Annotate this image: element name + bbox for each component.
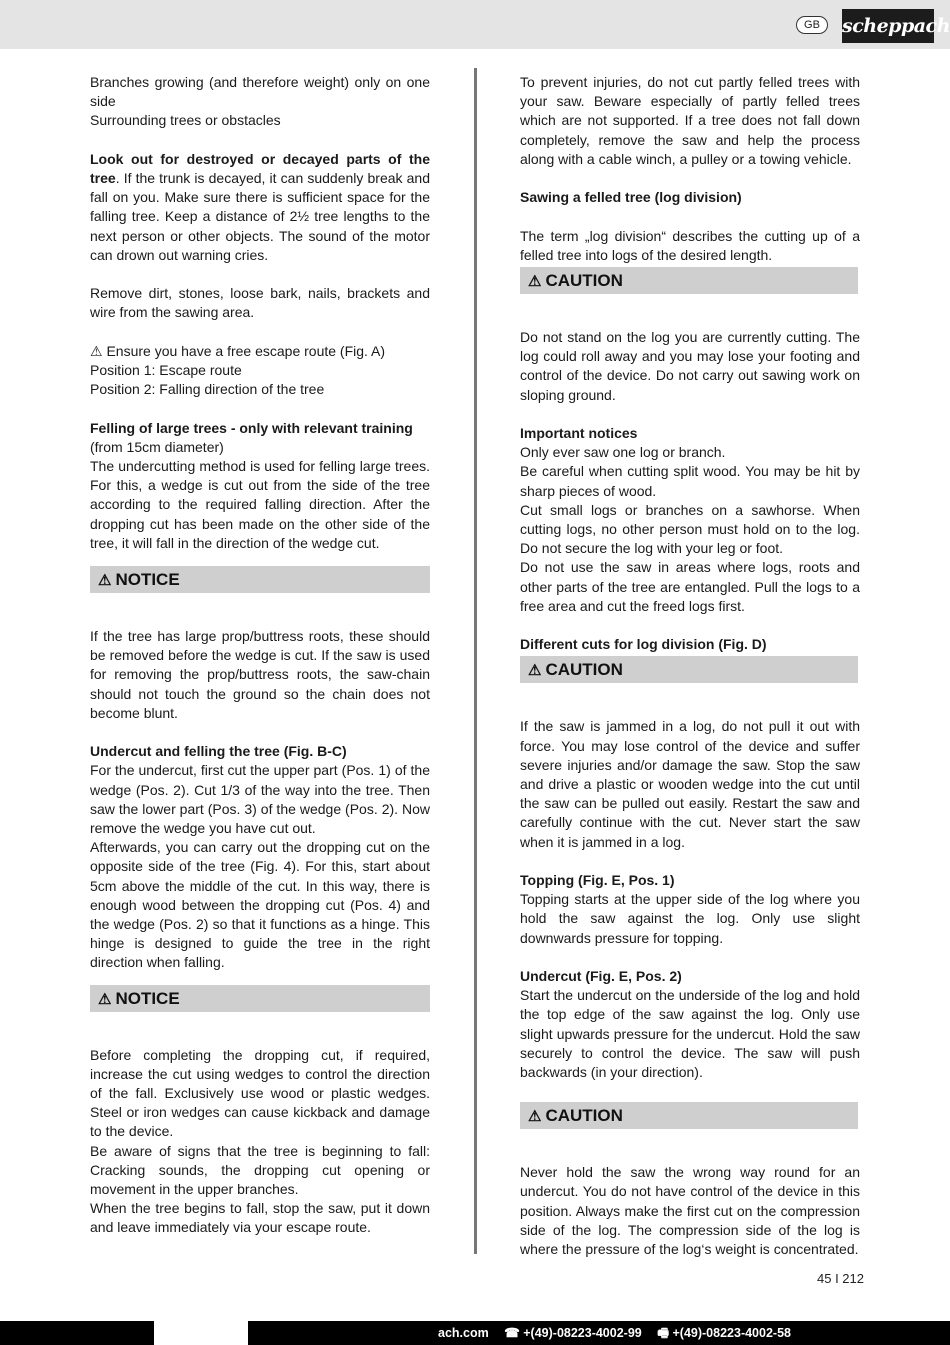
warning-icon: ⚠	[528, 1108, 542, 1126]
left-column	[90, 73, 430, 1238]
brand-logo: scheppach	[842, 9, 934, 43]
warning-icon: ⚠	[528, 662, 542, 680]
paragraph: Before completing the dropping cut, if required, increase the cut using wedges to control the direction of the fall. Exclusively use wood or plastic wedges. Steel or iron wedges can cause kickback and damage to the device.	[90, 1046, 430, 1140]
right-column	[520, 73, 860, 1259]
paragraph: To prevent injuries, do not cut partly felled trees with your saw. Beware especially of partly felled trees which are not supported. If a tree does not fall down completely, remove the saw and help the process along with a cable winch, a pulley or a towing vehicle.	[520, 74, 860, 167]
paragraph: (from 15cm diameter)	[90, 438, 224, 455]
column-divider	[474, 68, 477, 1254]
caution-box	[520, 656, 858, 683]
escape-route-note: ⚠ Ensure you have a free escape route (Fig. A)	[90, 342, 386, 359]
paragraph: Surrounding trees or obstacles	[90, 112, 281, 129]
section-heading: Topping (Fig. E, Pos. 1)	[520, 872, 675, 889]
page-header	[0, 0, 950, 49]
footer-fax: 🖷 +(49)-08223-4002-58	[657, 1326, 791, 1340]
language-badge: GB	[796, 16, 828, 34]
paragraph: If the tree has large prop/buttress roots, these should be removed before the wedge is cut. If the saw is used for removing the prop/buttress roots, the saw-chain should not touch the ground so the chain does not become blunt.	[90, 628, 430, 721]
footer-contact	[438, 1321, 803, 1345]
caution-box	[520, 1102, 858, 1129]
footer-phone: ☎ +(49)-08223-4002-99	[504, 1326, 642, 1340]
footer-website-link[interactable]: ach.com	[438, 1326, 489, 1340]
paragraph: Afterwards, you can carry out the dropping cut on the opposite side of the tree (Fig. 4). For this, start about 5cm above the middle of the cut. In this way, there is enough wood between the dropping cut (Pos. 4) and the wedge (Pos. 2) so that it functions as a hinge. This hinge is designed to guide the tree in the right direction when falling.	[90, 839, 430, 971]
warning-icon: ⚠	[98, 572, 112, 590]
paragraph: Do not use the saw in areas where logs, roots and other parts of the tree are entangled. Pull the logs to a free area and cut the freed logs first.	[520, 559, 860, 614]
paragraph: Be aware of signs that the tree is beginning to fall: Cracking sounds, the dropping cut opening or movement in the upper branches.	[90, 1142, 430, 1198]
caution-box	[520, 267, 858, 294]
caution-label: CAUTION	[545, 1106, 623, 1126]
notice-box	[90, 566, 430, 593]
paragraph: Position 1: Escape route	[90, 362, 242, 378]
warning-icon: ⚠	[98, 990, 112, 1008]
paragraph: For the undercut, first cut the upper part (Pos. 1) of the wedge (Pos. 2). Cut 1/3 of the way into the tree. Then saw the lower part (Pos. 3) of the wedge (Pos. 2). Now remove the wedge you have cut out.	[90, 762, 430, 837]
paragraph: Never hold the saw the wrong way round for an undercut. You do not have control of the device in this position. Always make the first cut on the compression side of the log. The compression side of the log is where the pressure of the log‘s weight is concentrated.	[520, 1164, 860, 1258]
paragraph: Remove dirt, stones, loose bark, nails, brackets and wire from the sawing area.	[90, 285, 430, 321]
section-heading: Sawing a felled tree (log division)	[520, 189, 742, 206]
page-footer	[0, 1321, 950, 1345]
paragraph: Do not stand on the log you are currently cutting. The log could roll away and you may lose your footing and control of the device. Do not carry out sawing work on sloping ground.	[520, 329, 860, 403]
footer-gap	[154, 1321, 248, 1345]
paragraph: The term „log division“ describes the cutting up of a felled tree into logs of the desired length.	[520, 227, 860, 263]
page-number: 45 I 212	[817, 1271, 864, 1286]
section-heading: Felling of large trees - only with relevant training	[90, 419, 413, 436]
caution-label: CAUTION	[545, 271, 623, 290]
warning-icon: ⚠	[528, 273, 542, 290]
section-heading: Different cuts for log division (Fig. D)	[520, 636, 767, 653]
paragraph: Only ever saw one log or branch.	[520, 444, 726, 461]
section-heading: Undercut (Fig. E, Pos. 2)	[520, 968, 682, 985]
paragraph: Start the undercut on the underside of the log and hold the top edge of the saw against the log. Only use slight upwards pressure for the undercut. Hold the saw securely to control the device. The saw will push backwards (in your direction).	[520, 987, 860, 1081]
paragraph: If the saw is jammed in a log, do not pull it out with force. You may lose control of the device and suffer severe injuries and/or damage the saw. Stop the saw and drive a plastic or wooden wedge into the cut until the saw can be pulled out easily. Restart the saw and carefully continue with the cut. Never start the saw when it is jammed in a log.	[520, 718, 860, 850]
paragraph: Topping starts at the upper side of the log where you hold the saw against the log. Only use slight downwards pressure for topping.	[520, 891, 860, 946]
paragraph: The undercutting method is used for felling large trees. For this, a wedge is cut out from the side of the tree according to the required falling direction. After the dropping cut has been made on the other side of the tree, it will fall in the direction of the wedge cut.	[90, 458, 430, 551]
notice-label: NOTICE	[115, 988, 180, 1008]
bold-lead: Look out for destroyed or decayed parts of the tree	[90, 150, 430, 186]
caution-label: CAUTION	[545, 660, 623, 680]
notice-box	[90, 985, 430, 1012]
notice-label: NOTICE	[115, 570, 180, 590]
paragraph: Be careful when cutting split wood. You may be hit by sharp pieces of wood.	[520, 463, 860, 499]
section-heading: Undercut and felling the tree (Fig. B-C)	[90, 743, 347, 760]
paragraph	[90, 150, 430, 265]
section-heading: Important notices	[520, 425, 638, 441]
paragraph: Cut small logs or branches on a sawhorse. When cutting logs, no other person must hold on to the log. Do not secure the log with your leg or foot.	[520, 501, 860, 557]
paragraph: When the tree begins to fall, stop the saw, put it down and leave immediately via your escape route.	[90, 1200, 430, 1236]
paragraph-text: . If the trunk is decayed, it can suddenly break and fall on you. Make sure there is sufficient space for the falling tree. Keep a distance of 2½ tree lengths to the next person or other objects. The sound of the motor can drown out warning cries.	[90, 170, 430, 263]
paragraph: Branches growing (and therefore weight) only on one side	[90, 74, 430, 110]
paragraph: Position 2: Falling direction of the tree	[90, 381, 325, 398]
